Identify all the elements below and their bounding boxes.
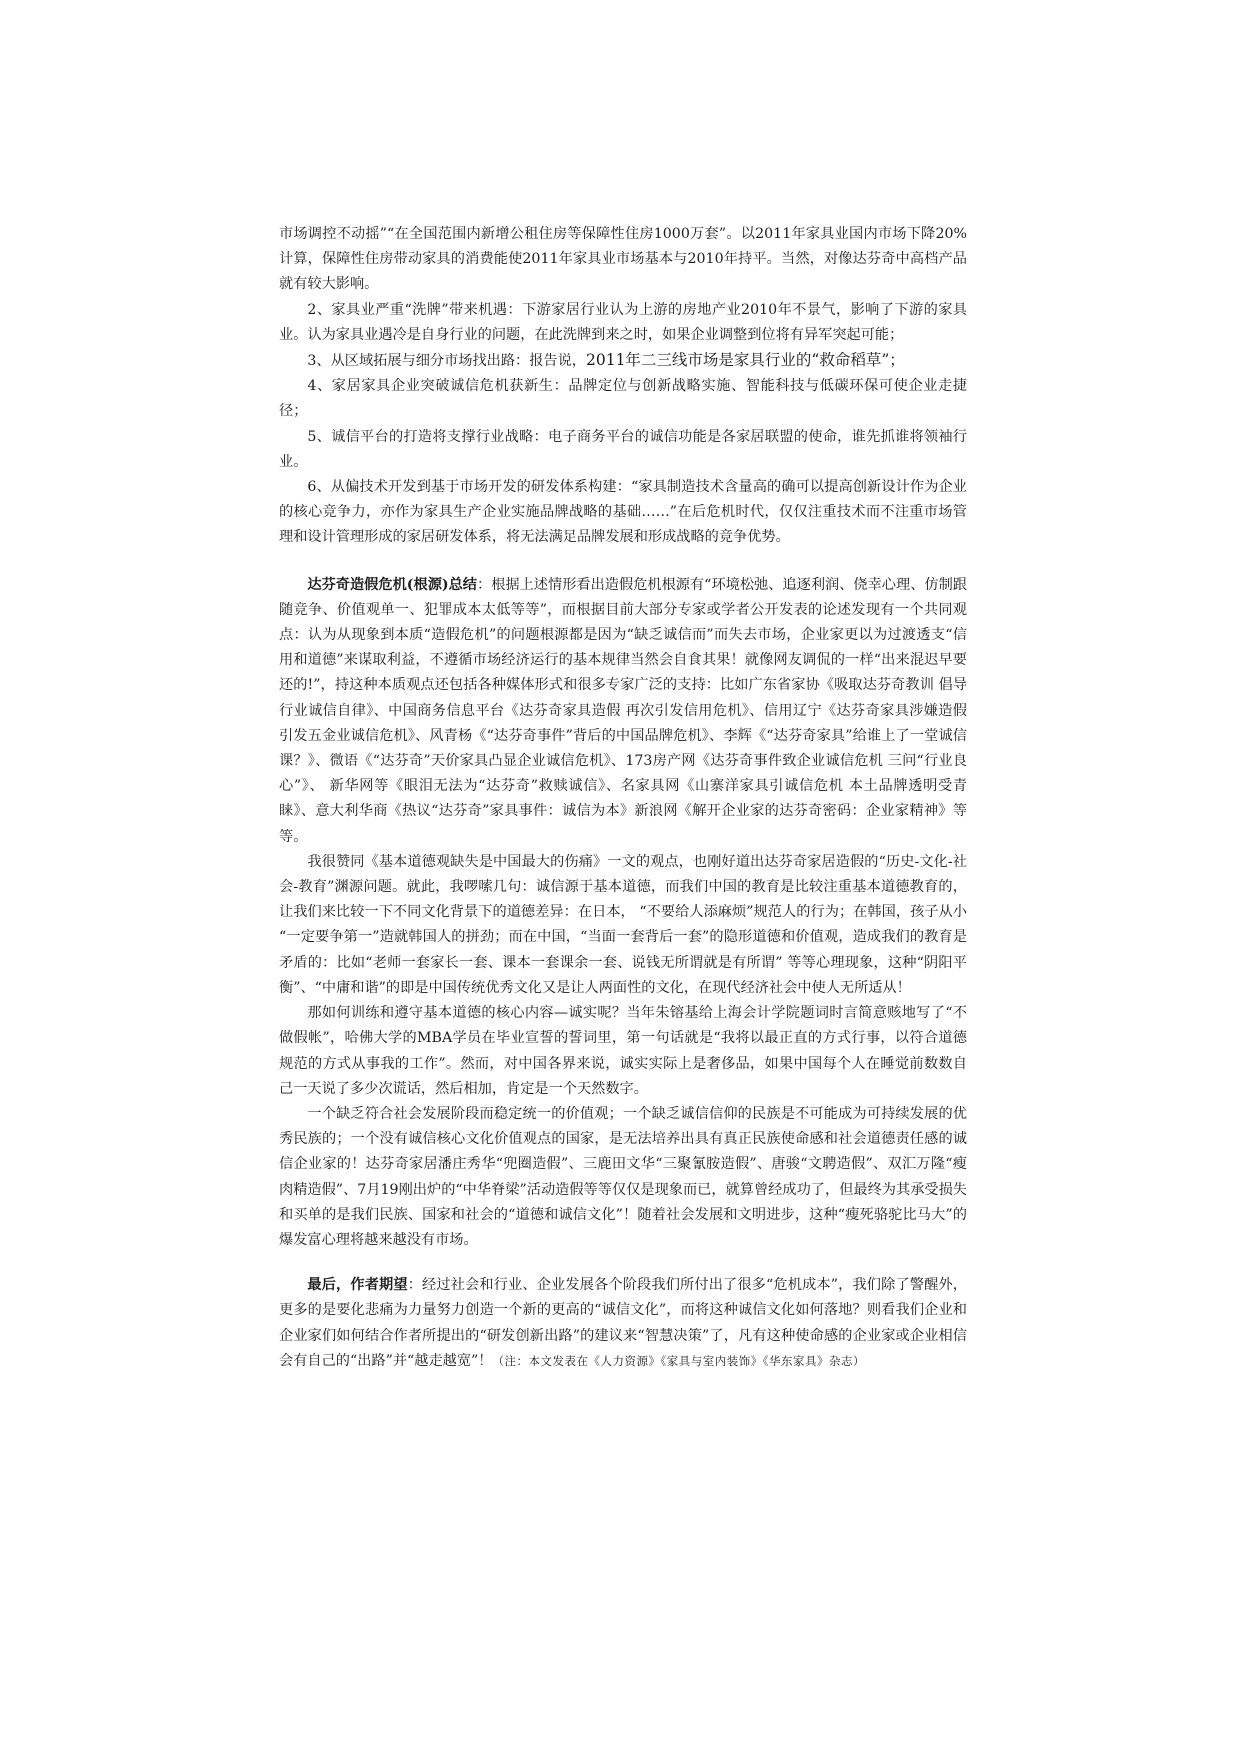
summary-text: ：根据上述情形看出造假危机根源有“环境松弛、追逐利润、侥幸心理、仿制跟随竞争、价值观单一、犯罪成本太低等等”，而根据目前大部分专家或学者公开发表的论述发现有一个共同观点：认为从现象到本质“造假危机”的问题根源都是因为“缺乏诚信而”而失去市场，企业家更以为过渡透支“信用和道德”来谋取利益，不遵循市场经济运行的基本规律当然会自食其果！就像网友调侃的一样“出来混迟早要还的!”，持这种本质观点还包括各种媒体形式和很多专家广泛的支持：比如广东省家协《吸取达芬奇教训 倡导行业诚信自律》、中国商务信息平台《达芬奇家具造假 再次引发信用危机》、信用辽宁《达芬奇家具涉嫌造假 引发五金业诚信危机》、风青杨《“达芬奇事件”背后的中国品牌危机》、李辉《“达芬奇家具”给谁上了一堂诚信课？》、微语《“达芬奇”天价家具凸显企业诚信危机》、173房产网《达芬奇事件致企业诚信危机 三问“行业良心”》、 新华网等《眼泪无法为“达芬奇”救赎诚信》、名家具网《山寨洋家具引诚信危机 本土品牌透明受青睐》、意大利华商《热议“达芬奇”家具事件：诚信为本》新浪网《解开企业家的达芬奇密码：企业家精神》等等。 — [279, 576, 967, 845]
paragraph-regional-text: 3、从区域拓展与细分市场找出路：报告说， — [307, 353, 586, 370]
paragraph-regional-highlight: 2011年二三线市场是家具行业的“救命稻草”； — [585, 351, 905, 370]
document-page — [279, 222, 967, 1374]
paragraph-summary — [279, 573, 967, 850]
conclusion-heading: 最后，作者期望 — [307, 1277, 408, 1294]
summary-heading: 达芬奇造假危机(根源)总结 — [307, 576, 478, 593]
paragraph-moral-view: 我很赞同《基本道德观缺失是中国最大的伤痛》一文的观点，也刚好道出达芬奇家居造假的“历史-文化-社会-教育”渊源问题。就此，我啰嗦几句：诚信源于基本道德，而我们中国的教育是比较注重基本道德教育的，让我们来比较一下不同文化背景下的道德差异：在日本， “不要给人添麻烦”规范人的行为；在韩国，孩子从小 “一定要争第一”造就韩国人的拼劲；而在中国，“当面一套背后一套”的隐形道德和价值观，造成我们的教育是矛盾的：比如“老师一套家长一套、课本一套课余一套、说钱无所谓就是有所谓” 等等心理现象，这种“阴阳平衡”、“中庸和谐”的即是中国传统优秀文化又是让人两面性的文化，在现代经济社会中使人无所适从！ — [279, 853, 967, 996]
paragraph-market-control: 市场调控不动摇”“在全国范围内新增公租住房等保障性住房1000万套”。以2011年家具业国内市场下降20%计算，保障性住房带动家具的消费能使2011年家具业市场基本与2010年持平。当然，对像达芬奇中高档产品就有较大影响。 — [279, 226, 967, 293]
paragraph-honesty: 那如何训练和遵守基本道德的核心内容—诚实呢？当年朱镕基给上海会计学院题词时言简意赅地写了“不做假帐”，哈佛大学的MBA学员在毕业宣誓的誓词里，第一句话就是“我将以最正直的方式行事，以符合道德规范的方式从事我的工作”。然而，对中国各界来说，诚实实际上是奢侈品，如果中国每个人在睡觉前数数自己一天说了多少次谎话，然后相加，肯定是一个天然数字。 — [279, 1005, 967, 1097]
paragraph-reshuffle: 2、家具业严重“洗牌”带来机遇：下游家居行业认为上游的房地产业2010年不景气，影响了下游的家具业。认为家具业遇冷是自身行业的问题，在此洗牌到来之时，如果企业调整到位将有异军突起可能； — [279, 301, 967, 343]
paragraph-rnd-system: 6、从偏技术开发到基于市场开发的研发体系构建：“家具制造技术含量高的确可以提高创新设计作为企业的核心竞争力，亦作为家具生产企业实施品牌战略的基础……”在后危机时代，仅仅注重技术而不注重市场管理和设计管理形成的家居研发体系，将无法满足品牌发展和形成战略的竞争优势。 — [279, 479, 967, 546]
paragraph-conclusion — [279, 1273, 967, 1374]
paragraph-integrity-platform: 5、诚信平台的打造将支撑行业战略：电子商务平台的诚信功能是各家居联盟的使命，谁先抓谁将领袖行业。 — [279, 428, 967, 470]
paragraph-integrity-crisis: 4、家居家具企业突破诚信危机获新生：品牌定位与创新战略实施、智能科技与低碳环保可使企业走捷径； — [279, 378, 967, 420]
paragraph-regional — [279, 348, 967, 374]
publication-note: （注：本文发表在《人力资源》《家具与室内装饰》《华东家具》杂志） — [492, 1353, 865, 1368]
conclusion-text: ：经过社会和行业、企业发展各个阶段我们所付出了很多“危机成本”，我们除了警醒外，更多的是要化悲痛为力量努力创造一个新的更高的“诚信文化”，而将这种诚信文化如何落地？则看我们企业和企业家们如何结合作者所提出的“研发创新出路”的建议来“智慧决策”了，凡有这种使命感的企业家或企业相信会有自己的“出路”并“越走越宽”！ — [279, 1277, 967, 1369]
paragraph-values: 一个缺乏符合社会发展阶段而稳定统一的价值观；一个缺乏诚信信仰的民族是不可能成为可持续发展的优秀民族的；一个没有诚信核心文化价值观点的国家，是无法培养出具有真正民族使命感和社会道德责任感的诚信企业家的！达芬奇家居潘庄秀华“兜圈造假”、三鹿田文华“三聚氰胺造假”、唐骏“文聘造假”、双汇万隆“瘦肉精造假”、7月19刚出炉的“中华脊梁”活动造假等等仅仅是现象而已，就算曾经成功了，但最终为其承受损失和买单的是我们民族、国家和社会的“道德和诚信文化”！随着社会发展和文明进步，这种“瘦死骆驼比马大”的爆发富心理将越来越没有市场。 — [279, 1105, 967, 1248]
